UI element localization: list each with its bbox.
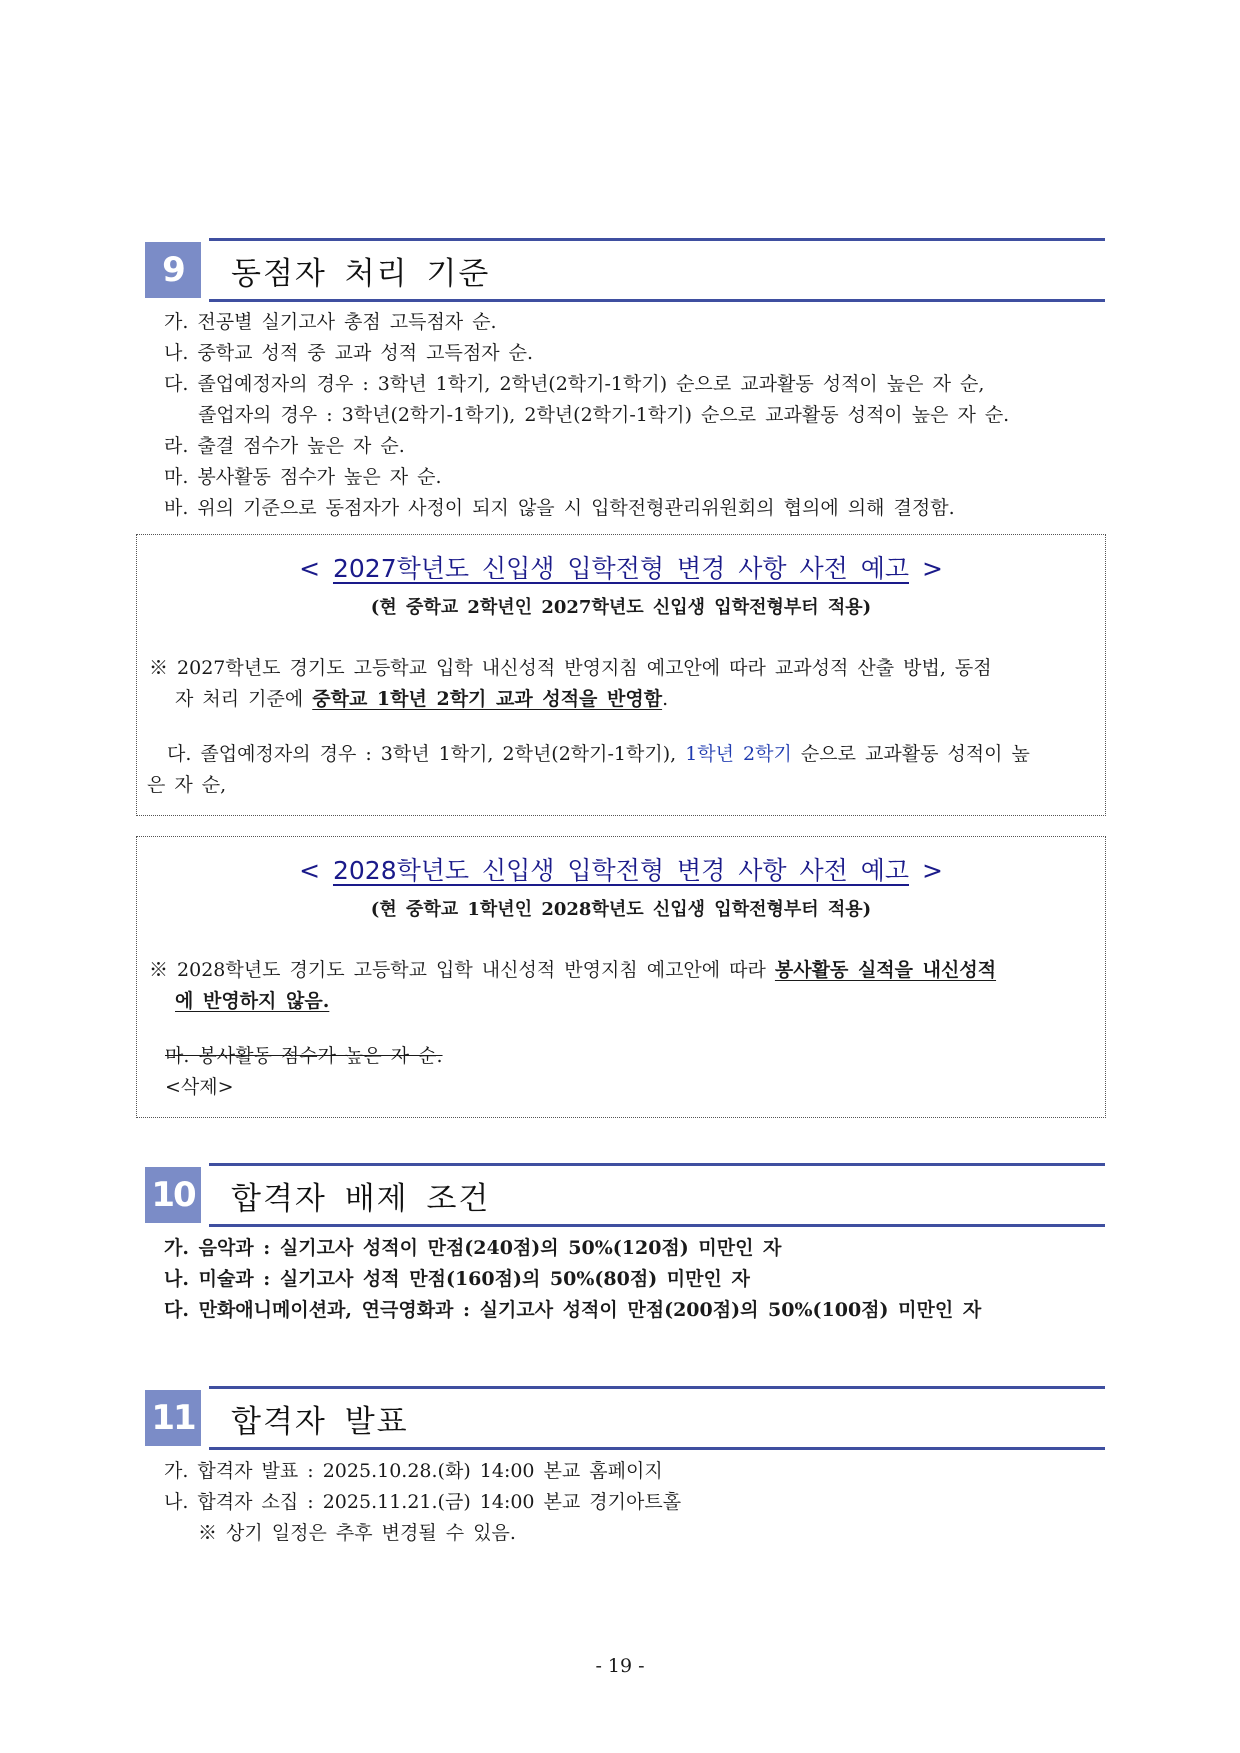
note-text: . xyxy=(662,688,669,710)
section-number-badge: 9 xyxy=(145,242,201,298)
list-item: 나. 미술과 : 실기고사 성적 만점(160점)의 50%(80점) 미만인 자 xyxy=(164,1268,750,1290)
notice-title xyxy=(137,851,1105,887)
header-top-rule xyxy=(209,238,1105,241)
note-text: 자 처리 기준에 xyxy=(175,688,313,710)
deleted-label: <삭제> xyxy=(165,1076,234,1098)
header-bottom-rule xyxy=(209,1447,1105,1450)
notice-note-line2 xyxy=(175,986,329,1013)
section-number-badge: 11 xyxy=(145,1390,201,1446)
list-item: 가. 전공별 실기고사 총점 고득점자 순. xyxy=(164,311,497,333)
notice-subtitle: (현 중학교 1학년인 2028학년도 신입생 입학전형부터 적용) xyxy=(370,899,872,920)
notice-box-2028 xyxy=(136,836,1106,1118)
notice-item xyxy=(167,739,1030,766)
list-item: 다. 만화애니메이션과, 연극영화과 : 실기고사 성적이 만점(200점)의 50%(100점) 미만인 자 xyxy=(164,1299,982,1321)
notice-note: ※ 2027학년도 경기도 고등학교 입학 내신성적 반영지침 예고안에 따라 교과성적 산출 방법, 동점 xyxy=(149,657,992,679)
bracket-left: < xyxy=(299,856,321,885)
list-item: 바. 위의 기준으로 동점자가 사정이 되지 않을 시 입학전형관리위원회의 협의에 의해 결정함. xyxy=(164,497,955,519)
item-highlight: 1학년 2학기 xyxy=(685,743,792,765)
notice-note xyxy=(149,955,996,982)
bracket-right: > xyxy=(921,554,943,583)
notice-item-line2: 은 자 순, xyxy=(147,774,227,796)
list-item: 다. 졸업예정자의 경우 : 3학년 1학기, 2학년(2학기-1학기) 순으로 교과활동 성적이 높은 자 순, xyxy=(164,373,985,395)
notice-box-2027 xyxy=(136,534,1106,816)
section-11-header xyxy=(145,1386,1105,1450)
section-9-header xyxy=(145,238,1105,302)
list-item: 졸업자의 경우 : 3학년(2학기-1학기), 2학년(2학기-1학기) 순으로 교과활동 성적이 높은 자 순. xyxy=(198,404,1010,426)
notice-subtitle: (현 중학교 2학년인 2027학년도 신입생 입학전형부터 적용) xyxy=(370,597,872,618)
list-item: 가. 합격자 발표 : 2025.10.28.(화) 14:00 본교 홈페이지 xyxy=(164,1460,663,1482)
section-10-header xyxy=(145,1163,1105,1227)
header-top-rule xyxy=(209,1386,1105,1389)
item-text: 다. 졸업예정자의 경우 : 3학년 1학기, 2학년(2학기-1학기), xyxy=(167,743,686,765)
header-bottom-rule xyxy=(209,299,1105,302)
section-number-badge: 10 xyxy=(145,1167,201,1223)
section-title: 합격자 발표 xyxy=(231,1404,409,1440)
section-title: 동점자 처리 기준 xyxy=(231,256,491,292)
note-text: ※ 2028학년도 경기도 고등학교 입학 내신성적 반영지침 예고안에 따라 xyxy=(149,959,775,981)
header-bottom-rule xyxy=(209,1224,1105,1227)
list-item: 나. 합격자 소집 : 2025.11.21.(금) 14:00 본교 경기아트홀 xyxy=(164,1491,682,1513)
list-item: 마. 봉사활동 점수가 높은 자 순. xyxy=(164,466,442,488)
deleted-item: 마. 봉사활동 점수가 높은 자 순. xyxy=(165,1045,443,1067)
bracket-right: > xyxy=(921,856,943,885)
header-top-rule xyxy=(209,1163,1105,1166)
list-item: 라. 출결 점수가 높은 자 순. xyxy=(164,435,405,457)
notice-title-text: 2028학년도 신입생 입학전형 변경 사항 사전 예고 xyxy=(332,856,909,885)
note-emphasis: 봉사활동 실적을 내신성적 xyxy=(774,959,997,981)
notice-title-text: 2027학년도 신입생 입학전형 변경 사항 사전 예고 xyxy=(332,554,909,583)
page-number: - 19 - xyxy=(595,1655,645,1677)
note-emphasis: 중학교 1학년 2학기 교과 성적을 반영함 xyxy=(312,688,663,710)
notice-title xyxy=(137,549,1105,585)
section-title: 합격자 배제 조건 xyxy=(231,1181,491,1217)
bracket-left: < xyxy=(299,554,321,583)
notice-note-line2 xyxy=(175,684,668,711)
item-text: 순으로 교과활동 성적이 높 xyxy=(791,743,1030,765)
list-item: ※ 상기 일정은 추후 변경될 수 있음. xyxy=(198,1522,516,1544)
list-item: 나. 중학교 성적 중 교과 성적 고득점자 순. xyxy=(164,342,534,364)
list-item: 가. 음악과 : 실기고사 성적이 만점(240점)의 50%(120점) 미만인 자 xyxy=(164,1237,782,1259)
note-emphasis: 에 반영하지 않음. xyxy=(175,990,330,1012)
